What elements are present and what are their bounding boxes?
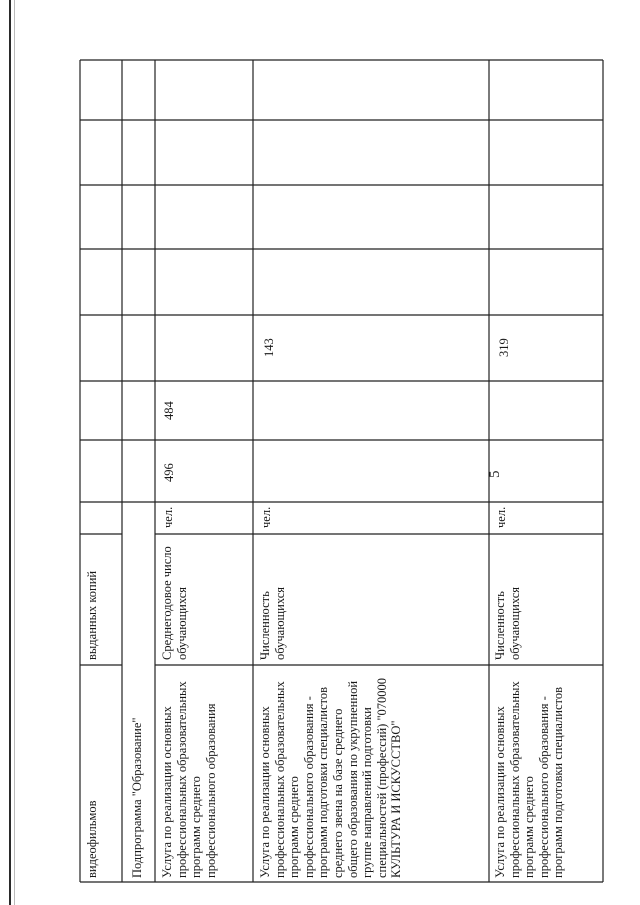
header-cell-videofilms: видеофильмов [85, 800, 99, 878]
row-1-indicator: Среднегодовое число обучающихся [160, 546, 189, 660]
row-3-value-1: 319 [497, 338, 511, 357]
header-cell-copies: выданных копий [85, 570, 99, 660]
row-2-unit: чел. [259, 506, 273, 528]
row-2-service: Услуга по реализации основных профессиональных образовательных программ среднего профессионального образования - программ подготовки специалистов среднего звена на базе среднего общего образования по укрупненной группе направлений подготовки специальностей (профессий) "070000 КУЛЬТУРА И ИСКУССТВО" [258, 677, 404, 878]
row-1-unit: чел. [161, 506, 175, 528]
row-1-value-2: 484 [162, 401, 176, 420]
row-3-indicator: Численность обучающихся [493, 586, 522, 660]
section-title: Подпрограмма "Образование" [130, 717, 144, 878]
page-number: 5 [487, 470, 503, 478]
row-1-value-1: 496 [162, 463, 176, 482]
row-3-service: Услуга по реализации основных профессиональных образовательных программ среднего профессионального образования - программ подготовки специалистов [493, 681, 566, 878]
row-2-indicator: Численность обучающихся [258, 586, 287, 660]
row-3-unit: чел. [494, 506, 508, 528]
row-1-service: Услуга по реализации основных профессиональных образовательных программ среднего профессионального образования [160, 681, 218, 878]
row-2-value-1: 143 [262, 338, 276, 357]
